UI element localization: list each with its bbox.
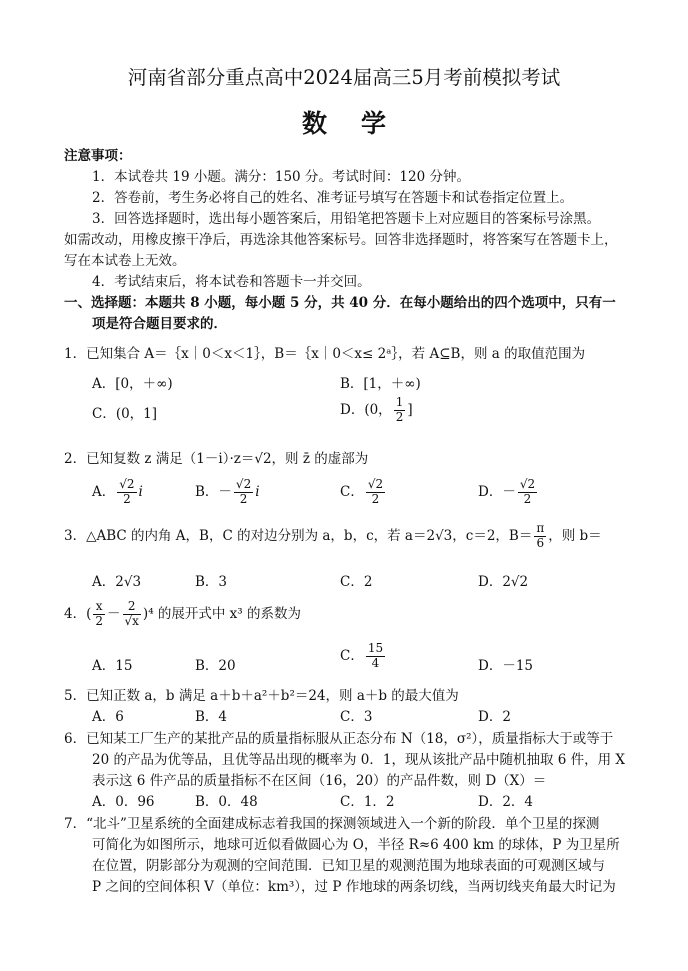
- notes-heading: 注意事项：: [64, 148, 132, 164]
- q5-stem: 5．已知正数 a，b 满足 a＋b＋a²＋b²＝24，则 a＋b 的最大值为: [64, 688, 459, 704]
- q5-option-a[interactable]: A．6: [92, 709, 124, 725]
- q6-line-2: 20 的产品为优等品，且优等品出现的概率为 0．1，现从该批产品中随机抽取 6 件，用 X: [92, 752, 626, 768]
- q3-option-a[interactable]: A．2√3: [92, 574, 142, 590]
- q1-d-pre: D．(0，: [340, 401, 392, 418]
- q1-option-c[interactable]: C．(0，1]: [92, 406, 158, 422]
- q4-option-b[interactable]: B．20: [195, 658, 236, 674]
- q1-option-b[interactable]: B．[1，＋∞): [340, 376, 421, 392]
- q7-line-2: 可简化为如图所示，地球可近似看做圆心为 O，半径 R≈6 400 km 的球体，P 为卫星所: [92, 837, 620, 853]
- q1-d-post: ]: [407, 401, 413, 418]
- note-2: 2．答卷前，考生务必将自己的姓名、准考证号填写在答题卡和试卷指定位置上。: [92, 190, 574, 206]
- q5-option-c[interactable]: C．3: [340, 709, 373, 725]
- q4-option-a[interactable]: A．15: [92, 658, 133, 674]
- q2-stem: 2．已知复数 z 满足（1－i）·z＝√2，则 z̄ 的虚部为: [64, 451, 369, 467]
- section-line-2: 项是符合题目要求的．: [92, 316, 227, 332]
- q4-stem: 4．( $\frac{x}{2}$ － $\frac{2}{√x}$ )⁴ 的展开式中 x³ 的系数为: [64, 599, 301, 628]
- q6-option-a[interactable]: A．0．96: [92, 794, 155, 810]
- note-3b: 如需改动，用橡皮擦干净后，再选涂其他答案标号。回答非选择题时，将答案写在答题卡上，: [64, 232, 618, 248]
- q7-line-4: P 之间的空间体积 V（单位：km³），过 P 作地球的两条切线，当两切线夹角最大时记为: [92, 879, 616, 895]
- q2-option-a[interactable]: A． $\frac{√2}{2}$ i: [92, 477, 143, 506]
- section-line-1: 一、选择题：本题共 8 小题，每小题 5 分，共 40 分．在每小题给出的四个选项中，只有一: [64, 295, 616, 311]
- q4-option-d[interactable]: D．－15: [478, 658, 534, 674]
- q3-option-b[interactable]: B．3: [195, 574, 228, 590]
- q3-option-c[interactable]: C．2: [340, 574, 373, 590]
- q6-line-1: 6．已知某工厂生产的某批产品的质量指标服从正态分布 N（18，σ²），质量指标大于或等于: [64, 731, 614, 747]
- q2-option-b[interactable]: B．－ $\frac{√2}{2}$ i: [195, 477, 260, 506]
- q5-option-b[interactable]: B．4: [195, 709, 228, 725]
- q7-line-3: 在位置，阴影部分为观测的空间范围．已知卫星的观测范围为地球表面的可观测区域与: [92, 858, 605, 874]
- q7-line-1: 7．“北斗”卫星系统的全面建成标志着我国的探测领域进入一个新的阶段．单个卫星的探测: [64, 816, 600, 832]
- q2-option-d[interactable]: D．－ $\frac{√2}{2}$: [478, 477, 536, 506]
- q5-option-d[interactable]: D．2: [478, 709, 511, 725]
- note-3c: 写在本试卷上无效。: [64, 253, 186, 269]
- note-3a: 3．回答选择题时，选出每小题答案后，用铅笔把答题卡上对应题目的答案标号涂黑。: [92, 211, 601, 227]
- exam-title: 河南省部分重点高中2024届高三5月考前模拟考试: [127, 66, 561, 89]
- note-4: 4．考试结束后，将本试卷和答题卡一并交回。: [92, 274, 371, 290]
- q3-stem: 3．△ABC 的内角 A，B，C 的对边分别为 a，b，c，若 a＝2√3，c＝2，B＝ $\frac{\pi}{6}$ ，则 b＝: [64, 521, 602, 550]
- q6-option-c[interactable]: C．1．2: [340, 794, 395, 810]
- q1-d-fraction: $\frac{1}{2}$: [395, 395, 404, 424]
- q2-option-c[interactable]: C． $\frac{√2}{2}$: [340, 477, 384, 506]
- note-1: 1．本试卷共 19 小题。满分：150 分。考试时间：120 分钟。: [92, 169, 470, 185]
- q3-option-d[interactable]: D．2√2: [478, 574, 529, 590]
- q6-option-b[interactable]: B．0．48: [195, 794, 258, 810]
- q1-stem: 1．已知集合 A＝｛x｜0＜x＜1｝，B＝｛x｜0＜x≤ 2ᵃ｝，若 A⊆B，则 a 的取值范围为: [64, 346, 586, 362]
- q6-option-d[interactable]: D．2．4: [478, 794, 534, 810]
- q6-line-3: 表示这 6 件产品的质量指标不在区间（16，20）的产品件数，则 D（X）＝: [92, 773, 547, 789]
- q1-option-d[interactable]: [340, 396, 413, 425]
- subject-title: 数学: [301, 109, 420, 138]
- q4-option-c[interactable]: C． $\frac{15}{4}$: [340, 641, 384, 670]
- q1-option-a[interactable]: A．[0，＋∞): [92, 376, 173, 392]
